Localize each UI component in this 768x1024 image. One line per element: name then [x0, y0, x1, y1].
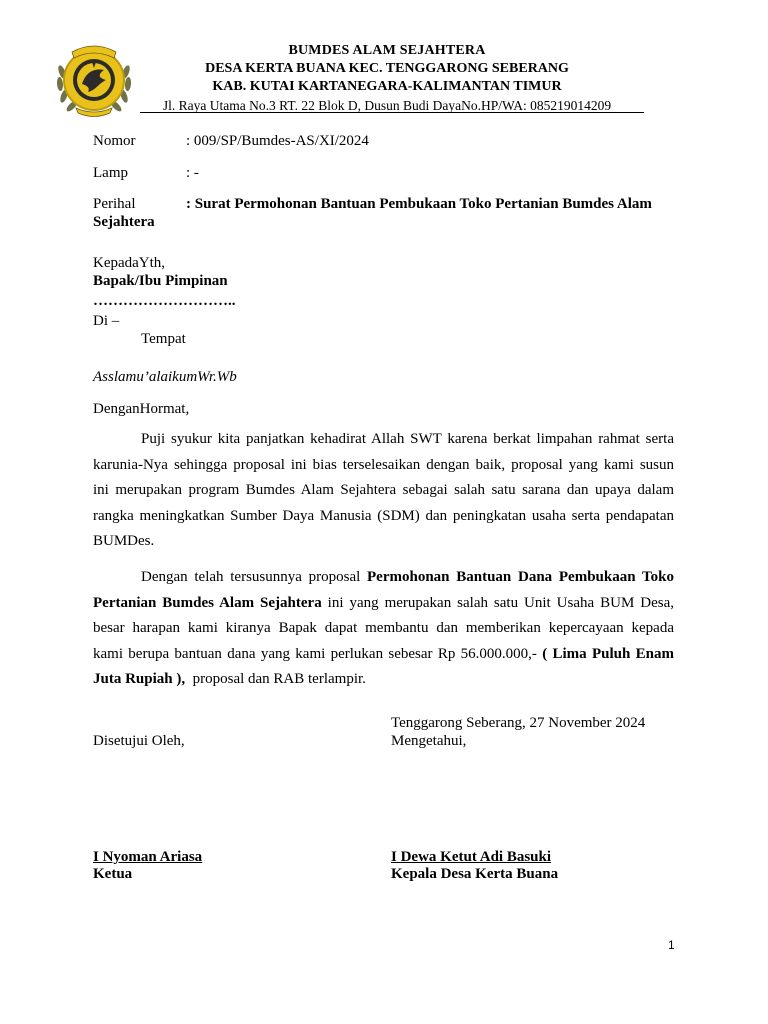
paragraph-2-text: ini yang merupakan salah satu Unit Usaha BUM Desa, — [321, 594, 674, 611]
paragraph-2-line — [93, 642, 674, 668]
recipient-di: Di – — [93, 313, 120, 329]
recipient-name: Bapak/Ibu Pimpinan — [93, 273, 228, 289]
recipient-kepada: KepadaYth, — [93, 255, 166, 271]
lamp-value: : - — [186, 165, 199, 181]
perihal-label: Perihal — [93, 196, 136, 212]
left-signatory-name: I Nyoman Ariasa — [93, 849, 203, 865]
place-date: Tenggarong Seberang, 27 November 2024 — [391, 715, 646, 731]
page-number: 1 — [668, 938, 675, 952]
perihal-value-continued: Sejahtera — [93, 214, 155, 230]
paragraph-1-line: karunia-Nya sehingga proposal ini bias terselesaikan dengan baik, proposal yang kami susun — [93, 456, 674, 473]
letterhead — [140, 42, 634, 114]
paragraph-1-line: ini merupakan program Bumdes Alam Sejahtera sebagai salah satu sarana dan upaya dalam — [93, 482, 674, 498]
nomor-label: Nomor — [93, 133, 136, 149]
disetujui-label: Disetujui Oleh, — [93, 733, 185, 749]
paragraph-2-line — [93, 667, 674, 693]
paragraph-2 — [93, 565, 674, 693]
letterhead-org-name: BUMDES ALAM SEJAHTERA — [288, 43, 486, 58]
paragraph-2-line: besar harapan kami kiranya Bapak dapat membantu dan memberikan kepercayaan kepada — [93, 620, 674, 636]
left-signatory-title: Ketua — [93, 866, 133, 882]
paragraph-1 — [93, 427, 674, 555]
paragraph-1-line: rangka meningkatkan Sumber Daya Manusia (SDM) dan peningkatan usaha serta pendapatan — [93, 507, 674, 524]
paragraph-2-bold: Pertanian Bumdes Alam Sejahtera — [93, 594, 322, 611]
paragraph-2-line — [93, 565, 674, 591]
letterhead-regency: KAB. KUTAI KARTANEGARA-KALIMANTAN TIMUR — [212, 79, 562, 94]
paragraph-2-text: proposal dan RAB terlampir. — [185, 671, 366, 687]
nomor-value: : 009/SP/Bumdes-AS/XI/2024 — [186, 133, 369, 149]
paragraph-2-bold: Juta Rupiah ), — [93, 671, 186, 687]
recipient-dots: ……………………….. — [93, 293, 236, 309]
paragraph-2-line — [93, 591, 674, 617]
perihal-value: : Surat Permohonan Bantuan Pembukaan Toko Pertanian Bumdes Alam — [186, 196, 652, 212]
opening: DenganHormat, — [93, 401, 190, 417]
greeting: Asslamu’alaikumWr.Wb — [93, 369, 237, 385]
paragraph-2-bold: Permohonan Bantuan Dana Pembukaan Toko — [367, 569, 674, 585]
right-signatory-name: I Dewa Ketut Adi Basuki — [391, 849, 552, 865]
mengetahui-label: Mengetahui, — [391, 733, 467, 749]
letterhead-address: Jl. Raya Utama No.3 RT. 22 Blok D, Dusun Budi DayaNo.HP/WA: 085219014209 — [162, 98, 612, 113]
paragraph-2-text: Dengan telah tersusunnya proposal — [141, 569, 368, 585]
right-signatory-title: Kepala Desa Kerta Buana — [391, 866, 559, 882]
letterhead-divider — [140, 112, 644, 113]
paragraph-1-line: Puji syukur kita panjatkan kehadirat Allah SWT karena berkat limpahan rahmat serta — [141, 431, 674, 447]
bumdes-logo-icon — [52, 38, 136, 118]
paragraph-2-text: kami berupa bantuan dana yang kami perlukan sebesar Rp 56.000.000,- — [93, 645, 543, 662]
paragraph-1-line: BUMDes. — [93, 533, 155, 549]
paragraph-2-bold: ( Lima Puluh Enam — [542, 645, 674, 662]
letterhead-village: DESA KERTA BUANA KEC. TENGGARONG SEBERANG — [205, 61, 569, 76]
lamp-label: Lamp — [93, 165, 128, 181]
recipient-tempat: Tempat — [141, 331, 186, 347]
